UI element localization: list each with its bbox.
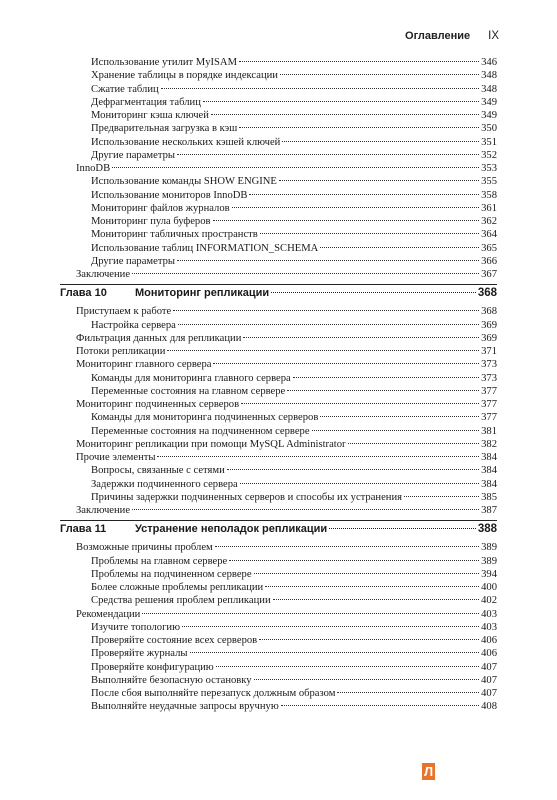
page-ref: 377 — [481, 385, 497, 397]
dot-leader — [227, 469, 479, 470]
entry-title: Использование команды SHOW ENGINE — [91, 176, 277, 188]
dot-leader — [112, 167, 479, 168]
entry-title: Средства решения проблем репликации — [91, 595, 271, 607]
chapter-title: Устранение неполадок репликации — [135, 523, 328, 536]
entry-title: Мониторинг табличных пространств — [91, 229, 258, 241]
dot-leader — [320, 247, 479, 248]
entry-title: Приступаем к работе — [76, 306, 172, 318]
toc-entry[interactable] — [60, 255, 497, 268]
toc-entry[interactable] — [60, 268, 497, 281]
dot-leader — [182, 626, 479, 627]
page-ref: 365 — [481, 242, 497, 254]
toc-entry[interactable] — [60, 175, 497, 188]
entry-title: Прочие элементы — [76, 452, 156, 463]
toc-entry[interactable] — [60, 568, 497, 581]
entry-title: Команды для мониторинга главного сервера — [91, 372, 291, 384]
dot-leader — [173, 310, 479, 311]
entry-title: Задержки подчиненного сервера — [91, 478, 238, 490]
page-ref: 394 — [481, 568, 497, 580]
entry-title: Переменные состояния на главном сервере — [91, 385, 286, 397]
dot-leader — [254, 573, 480, 574]
entry-title: InnoDB — [76, 163, 111, 174]
dot-leader — [213, 220, 480, 221]
toc-entry[interactable] — [60, 411, 497, 424]
entry-title: Сжатие таблиц — [91, 83, 159, 95]
dot-leader — [320, 416, 479, 417]
toc-entry[interactable] — [60, 621, 497, 634]
dot-leader — [177, 154, 479, 155]
entry-title: Предварительная загрузка в кэш — [91, 123, 238, 135]
page-ref: 407 — [481, 661, 497, 673]
entry-title: Заключение — [76, 505, 131, 516]
toc-chapter[interactable] — [60, 521, 497, 538]
entry-title: Мониторинг главного сервера — [76, 359, 212, 371]
entry-title: Проблемы на подчиненном сервере — [91, 568, 252, 580]
entry-title: Более сложные проблемы репликации — [91, 582, 264, 593]
toc-entry[interactable] — [60, 398, 497, 411]
toc-entry[interactable] — [60, 305, 497, 318]
entry-title: Заключение — [76, 269, 131, 280]
entry-title: После сбоя выполняйте перезапуск должным образом — [91, 688, 336, 699]
dot-leader — [241, 403, 479, 404]
entry-title: Использование таблиц INFORMATION_SCHEMA — [91, 242, 319, 254]
dot-leader — [243, 337, 479, 338]
page-ref: 408 — [481, 701, 497, 713]
toc-entry[interactable] — [60, 358, 497, 371]
toc-entry[interactable] — [60, 372, 497, 385]
toc-entry[interactable] — [60, 464, 497, 477]
page-ref: 349 — [481, 110, 497, 121]
toc-entry[interactable] — [60, 332, 497, 345]
toc-entry[interactable] — [60, 700, 497, 713]
page-ref: 368 — [477, 287, 497, 300]
page-ref: 364 — [481, 229, 497, 241]
page-ref: 403 — [481, 608, 497, 620]
toc-entry[interactable] — [60, 319, 497, 332]
entry-title: Мониторинг кэша ключей — [91, 110, 209, 121]
page-ref: 381 — [481, 425, 497, 437]
dot-leader — [157, 456, 479, 457]
toc-entry[interactable] — [60, 189, 497, 202]
dot-leader — [312, 430, 480, 431]
dot-leader — [273, 599, 479, 600]
toc-entry[interactable] — [60, 385, 497, 398]
dot-leader — [282, 141, 479, 142]
toc-entry[interactable] — [60, 69, 497, 82]
section-title: Оглавление — [405, 30, 471, 42]
dot-leader — [254, 679, 480, 680]
dot-leader — [161, 88, 479, 89]
dot-leader — [132, 509, 479, 510]
toc-entry[interactable] — [60, 555, 497, 568]
entry-title: Проверяйте журналы — [91, 648, 188, 660]
page-ref: 389 — [481, 542, 497, 554]
toc-entry[interactable] — [60, 149, 497, 162]
toc-entry[interactable] — [60, 83, 497, 96]
entry-title: Проверяйте конфигурацию — [91, 661, 214, 673]
dot-leader — [215, 546, 479, 547]
toc-entry[interactable] — [60, 594, 497, 607]
toc-entry[interactable] — [60, 608, 497, 621]
toc-entry[interactable] — [60, 202, 497, 215]
page-ref: 406 — [481, 635, 497, 646]
entry-title: Потоки репликации — [76, 346, 166, 357]
entry-title: Использование нескольких кэшей ключей — [91, 136, 281, 148]
page-ref: 373 — [481, 359, 497, 371]
chapter-number: Глава 10 — [60, 287, 107, 300]
entry-title: Рекомендации — [76, 608, 141, 620]
dot-leader — [203, 101, 479, 102]
toc-entry[interactable] — [60, 674, 497, 687]
dot-leader — [240, 483, 479, 484]
page-ref: 400 — [481, 582, 497, 593]
dot-leader — [132, 273, 479, 274]
entry-title: Вопросы, связанные с сетями — [91, 465, 225, 477]
dot-leader — [260, 233, 479, 234]
dot-leader — [293, 377, 479, 378]
entry-title: Проверяйте состояние всех серверов — [91, 635, 258, 646]
dot-leader — [232, 207, 479, 208]
chapter-number: Глава 11 — [60, 523, 107, 536]
entry-title: Команды для мониторинга подчиненных серверов — [91, 412, 319, 424]
dot-leader — [216, 666, 479, 667]
chapter-title: Мониторинг репликации — [135, 287, 270, 300]
toc-entry[interactable] — [60, 581, 497, 594]
toc-entry[interactable] — [60, 242, 497, 255]
page-ref: 389 — [481, 555, 497, 567]
entry-title: Мониторинг репликации при помощи MySQL Administrator — [76, 438, 346, 450]
toc-entry[interactable] — [60, 109, 497, 122]
toc-entry[interactable] — [60, 687, 497, 700]
entry-title: Причины задержки подчиненных серверов и способы их устранения — [91, 491, 403, 503]
page-ref: 348 — [481, 70, 497, 82]
entry-title: Проблемы на главном сервере — [91, 555, 228, 567]
entry-title: Возможные причины проблем — [76, 542, 213, 554]
page-ref: 350 — [481, 123, 497, 135]
running-head — [405, 30, 499, 42]
entry-title: Настройка сервера — [91, 319, 176, 331]
toc-entry[interactable] — [60, 647, 497, 660]
dot-leader — [213, 363, 479, 364]
page-ref: 366 — [481, 255, 497, 267]
entry-title: Использование утилит MyISAM — [91, 57, 238, 68]
entry-title: Хранение таблицы в порядке индексации — [91, 70, 278, 82]
entry-title: Изучите топологию — [91, 621, 181, 633]
page-ref: 348 — [481, 83, 497, 95]
entry-title: Переменные состояния на подчиненном сервере — [91, 425, 310, 437]
entry-title: Фильтрация данных для репликации — [76, 332, 242, 344]
dot-leader — [259, 639, 479, 640]
dot-leader — [177, 260, 479, 261]
page-ref: 377 — [481, 399, 497, 410]
dot-leader — [281, 705, 479, 706]
page-ref: 346 — [481, 57, 497, 68]
page-ref: 377 — [481, 412, 497, 424]
dot-leader — [178, 324, 479, 325]
page-ref: 355 — [481, 176, 497, 188]
toc-entry[interactable] — [60, 425, 497, 438]
toc-entry[interactable] — [60, 541, 497, 554]
dot-leader — [190, 652, 480, 653]
dot-leader — [287, 390, 479, 391]
entry-title: Дефрагментация таблиц — [91, 96, 201, 108]
toc-entry[interactable] — [60, 162, 497, 175]
page-ref: 406 — [481, 648, 497, 660]
entry-title: Другие параметры — [91, 255, 175, 267]
toc-entry[interactable] — [60, 451, 497, 464]
page-ref: 371 — [481, 346, 497, 357]
page-ref: 387 — [481, 505, 497, 516]
toc-chapter[interactable] — [60, 285, 497, 302]
page-ref: 367 — [481, 269, 497, 280]
dot-leader — [265, 586, 479, 587]
page-ref: 403 — [481, 621, 497, 633]
publisher-logo: Л — [423, 764, 434, 779]
page-ref: 382 — [481, 438, 497, 450]
page-ref: 402 — [481, 595, 497, 607]
entry-title: Выполняйте неудачные запросы вручную — [91, 701, 279, 713]
table-of-contents — [60, 56, 497, 714]
toc-entry[interactable] — [60, 56, 497, 69]
toc-entry[interactable] — [60, 504, 497, 517]
entry-title: Другие параметры — [91, 149, 175, 161]
dot-leader — [279, 180, 479, 181]
entry-title: Использование мониторов InnoDB — [91, 189, 248, 201]
entry-title: Выполняйте безопасную остановку — [91, 674, 252, 686]
dot-leader — [167, 350, 479, 351]
dot-leader — [280, 74, 479, 75]
page-ref: 373 — [481, 372, 497, 384]
toc-entry[interactable] — [60, 96, 497, 109]
page-ref: 385 — [481, 491, 497, 503]
page-ref: 353 — [481, 163, 497, 174]
page-ref: 407 — [481, 674, 497, 686]
page-ref: 388 — [477, 523, 497, 536]
page-ref: 368 — [481, 306, 497, 318]
page-ref: 351 — [481, 136, 497, 148]
entry-title: Мониторинг подчиненных серверов — [76, 399, 240, 410]
entry-title: Мониторинг пула буферов — [91, 216, 211, 227]
page-ref: 369 — [481, 332, 497, 344]
page-ref: 362 — [481, 216, 497, 227]
dot-leader — [239, 61, 479, 62]
page-ref: 361 — [481, 202, 497, 214]
page-ref: 407 — [481, 688, 497, 699]
toc-entry[interactable] — [60, 345, 497, 358]
dot-leader — [239, 127, 479, 128]
toc-entry[interactable] — [60, 122, 497, 135]
entry-title: Мониторинг файлов журналов — [91, 202, 230, 214]
dot-leader — [142, 613, 479, 614]
toc-entry[interactable] — [60, 136, 497, 149]
dot-leader — [404, 496, 479, 497]
toc-entry[interactable] — [60, 478, 497, 491]
page-ref: 384 — [481, 478, 497, 490]
dot-leader — [329, 528, 476, 529]
page-ref: 369 — [481, 319, 497, 331]
toc-entry[interactable] — [60, 491, 497, 504]
toc-entry[interactable] — [60, 228, 497, 241]
dot-leader — [271, 292, 476, 293]
dot-leader — [348, 443, 480, 444]
toc-entry[interactable] — [60, 634, 497, 647]
dot-leader — [211, 114, 479, 115]
dot-leader — [229, 560, 479, 561]
page-ref: 384 — [481, 452, 497, 463]
toc-entry[interactable] — [60, 438, 497, 451]
dot-leader — [249, 194, 479, 195]
page-ref: 349 — [481, 96, 497, 108]
page-number: IX — [488, 30, 499, 42]
page-ref: 358 — [481, 189, 497, 201]
dot-leader — [337, 692, 479, 693]
page-ref: 352 — [481, 149, 497, 161]
page-ref: 384 — [481, 465, 497, 477]
toc-entry[interactable] — [60, 661, 497, 674]
toc-entry[interactable] — [60, 215, 497, 228]
